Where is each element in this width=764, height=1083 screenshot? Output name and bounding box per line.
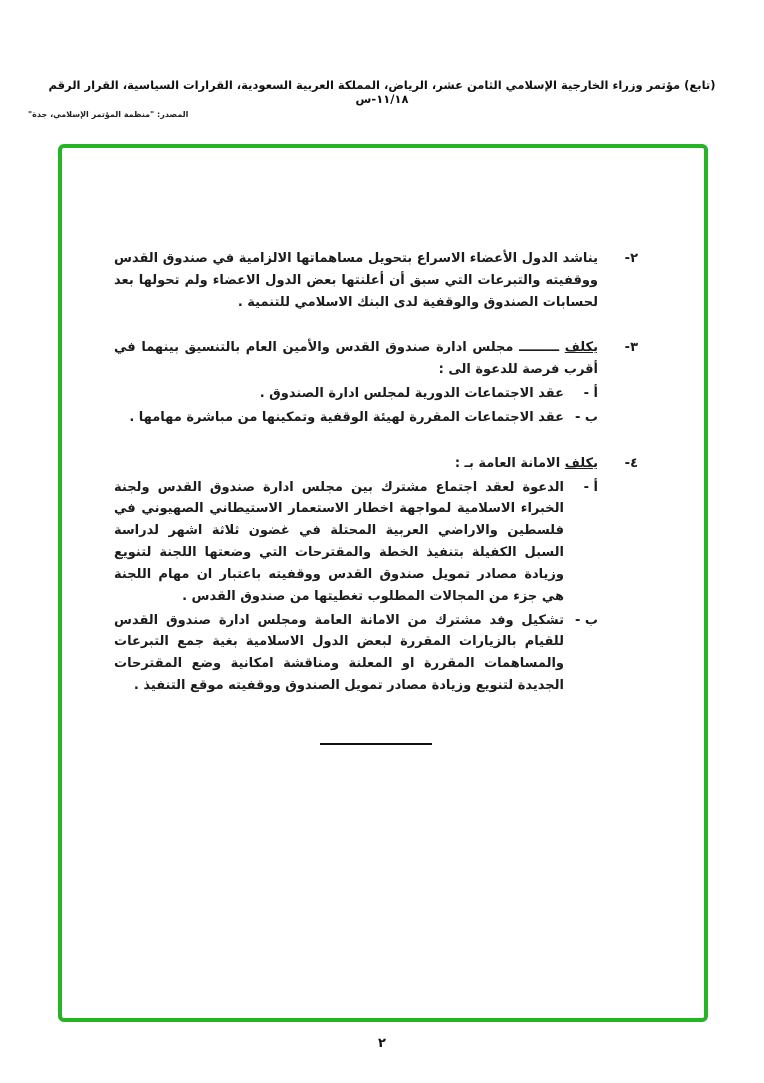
item-rest: الامانة العامة بـ : bbox=[454, 455, 565, 471]
subitem-label: أ - bbox=[583, 386, 598, 402]
item-text bbox=[114, 453, 598, 475]
item-lead: يناشد bbox=[562, 251, 598, 266]
item-number: ٢- bbox=[624, 251, 638, 266]
subitem-label: ب - bbox=[575, 409, 598, 425]
document-content bbox=[62, 148, 704, 745]
doc-item bbox=[114, 248, 638, 313]
item-rest: ـــــــــ مجلس ادارة صندوق القدس والأمين العام بالتنسيق بينهما في أقرب فرصة للدعوة الى : bbox=[114, 340, 598, 378]
doc-item bbox=[114, 337, 638, 428]
subitem bbox=[114, 407, 598, 429]
subitems bbox=[114, 477, 598, 697]
subitem bbox=[114, 383, 598, 405]
item-text bbox=[114, 248, 598, 313]
item-rest: الدول الأعضاء الاسراع بتحويل مساهماتها الالزامية في صندوق القدس ووقفيته والتبرعات التي سبق أن أعلنتها بعض الدول الاعضاء ولم تحولها بعد لحسابات الصندوق والوقفية لدى البنك الاسلامي للتنمية . bbox=[114, 251, 598, 310]
subitem-text: عقد الاجتماعات المقررة لهيئة الوقفية وتمكينها من مباشرة مهامها . bbox=[129, 409, 564, 425]
separator-line bbox=[320, 743, 432, 745]
item-body bbox=[114, 248, 598, 313]
document-frame bbox=[58, 144, 708, 1022]
subitem bbox=[114, 477, 598, 608]
header-title: (تابع) مؤتمر وزراء الخارجية الإسلامي الثامن عشر، الرياض، المملكة العربية السعودية، القرارات السياسية، القرار الرقم ١١/١٨-س bbox=[48, 78, 716, 106]
item-lead: يكلف bbox=[564, 455, 598, 471]
item-number: ٣- bbox=[624, 340, 638, 356]
subitem-text: عقد الاجتماعات الدورية لمجلس ادارة الصندوق . bbox=[259, 386, 564, 402]
page-header bbox=[0, 0, 764, 119]
item-lead: يكلف bbox=[564, 340, 598, 356]
subitems bbox=[114, 383, 598, 429]
subitem-label: ب - bbox=[575, 612, 598, 628]
item-body bbox=[114, 337, 598, 428]
item-number: ٤- bbox=[624, 455, 638, 471]
doc-item bbox=[114, 453, 638, 697]
page-number: ٢ bbox=[378, 1036, 386, 1051]
subitem-label: أ - bbox=[583, 479, 598, 495]
subitem bbox=[114, 610, 598, 697]
subitem-text: الدعوة لعقد اجتماع مشترك بين مجلس ادارة صندوق القدس ولجنة الخبراء الاسلامية لمواجهة اخطار الاستعمار الاستيطاني الصهيوني في فلسطين والاراضي العربية المحتلة في غضون ثلاثة اشهر لدراسة السبل الكفيلة بتنفيذ الخطة والمقترحات التي وضعتها اللجنة لتنويع وزيادة مصادر تمويل صندوق القدس ووقفيته باعتبار ان مهام اللجنة هي جزء من المجالات المطلوب تغطيتها من صندوق القدس . bbox=[114, 479, 564, 604]
item-text bbox=[114, 337, 598, 381]
subitem-text: تشكيل وفد مشترك من الامانة العامة ومجلس ادارة صندوق القدس للقيام بالزيارات المقررة لبعض الدول الاسلامية بغية جمع التبرعات والمساهمات المقررة او المعلنة ومناقشة امكانية وضع المقترحات الجديدة لتنويع وزيادة مصادر تمويل الصندوق ووقفيته موقع التنفيذ . bbox=[114, 612, 564, 694]
source-line: المصدر: "منظمة المؤتمر الإسلامي، جدة" bbox=[28, 110, 189, 119]
item-body bbox=[114, 453, 598, 697]
